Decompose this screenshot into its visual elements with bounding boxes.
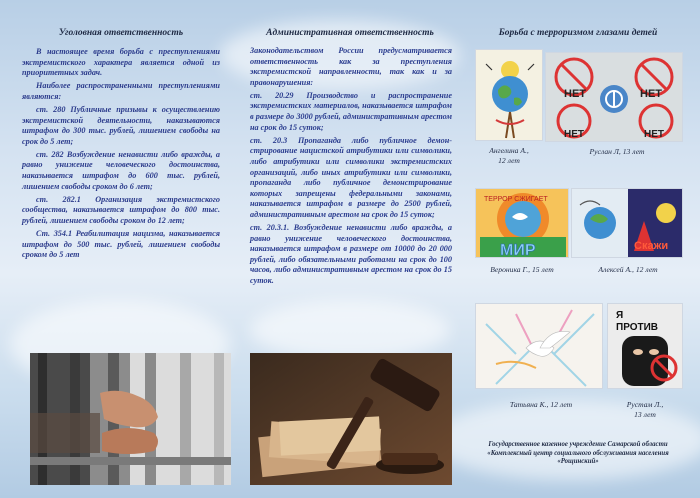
globe-drawing <box>476 50 543 141</box>
prison-bars-illustration <box>30 353 231 485</box>
children-title: Борьба с терроризмом глазами детей <box>498 28 658 38</box>
criminal-article: ст. 280 Публичные призывы к осуществлению экстремистской деятельности, наказываются штрафом до 300 тыс. рублей, лишением свободы на срок до 5 лет; <box>22 104 220 146</box>
drawing-angelina <box>475 49 543 141</box>
criminal-responsibility-column <box>22 0 220 498</box>
caption-veronika: Вероника Г., 15 лет <box>490 265 554 274</box>
drawing-rustam <box>607 303 683 389</box>
administrative-title: Административная ответственность <box>266 28 434 38</box>
caption-angelina: Ангелина А., 12 лет <box>489 146 529 165</box>
criminal-article: ст. 282.1 Организация экстремистского сообщества, наказывается штрафом до 800 тыс. рублей, лишением свободы сроком до 12 лет; <box>22 194 220 225</box>
criminal-article: Ст. 354.1 Реабилитация нацизма, наказывается штрафом до 500 тыс. рублей, лишением свободы сроком до 5 лет <box>22 229 220 260</box>
criminal-article: ст. 282 Возбуждение ненависти либо вражды, а равно унижение человеческого достоинства, наказывается штрафом до 600 тыс. рублей, лишением свободы сроком до 6 лет; <box>22 149 220 191</box>
administrative-text <box>250 46 452 289</box>
caption-tatiana: Татьяна К., 12 лет <box>509 400 573 409</box>
protiv-label: ПРОТИВ <box>616 322 659 333</box>
drawing-alexey <box>571 188 683 258</box>
organization-footer: Государственное казенное учреждение Самарской области «Комплексный центр социального обслуживания населения «Рощинский» <box>487 441 669 466</box>
drawing-ruslan <box>545 52 683 142</box>
administrative-responsibility-column <box>248 0 452 498</box>
children-drawings-column <box>467 0 689 498</box>
net-label: НЕТ <box>564 88 586 100</box>
administrative-paragraph: Законодательством России предусматривается ответственность как за преступления экстремистской направленности, так как и за правонарушения: <box>250 46 452 87</box>
mir-label: МИР <box>500 242 536 258</box>
caption-rustam: Рустам Л., 13 лет <box>626 400 664 419</box>
administrative-article: ст. 20.3.1. Возбуждение ненависти либо вражды, а равно унижение человеческого достоинства, наказывается штрафом в размере от 10000 до 20 000 рублей, либо обязательными работами на срок до 100 часов, либо административным арестом на срок до 15 суток. <box>250 223 452 285</box>
criminal-title: Уголовная ответственность <box>58 28 184 38</box>
gavel-illustration <box>250 353 452 485</box>
criminal-text <box>22 47 220 263</box>
drawing-tatiana <box>475 303 603 389</box>
administrative-article: ст. 20.3 Пропаганда либо публичное демонстрирование нацистской атрибутики или символики, либо атрибутики или символики экстремистских организаций, либо иных атрибутики или символики, пропаганда либо публичное демонстрирование которых запрещены федеральными законами, наказывается штрафом в размере до 2500 рублей, административным арестом на срок до 15 суток; <box>250 135 452 219</box>
peace-drawing <box>476 189 569 258</box>
terror-label: ТЕРРОР СЖИГАЕТ <box>484 196 548 203</box>
against-drawing <box>608 304 683 389</box>
caption-ruslan: Руслан Л, 13 лет <box>589 147 645 156</box>
ya-label: Я <box>616 310 624 321</box>
criminal-paragraph: В настоящее время борьба с преступлениями экстремистского характера является одной из приоритетных задач. <box>22 47 220 78</box>
dove-drawing <box>476 304 603 389</box>
gavel-money-photo <box>250 353 452 485</box>
drawing-veronika <box>475 188 569 258</box>
net-label: НЕТ <box>640 88 662 100</box>
skazhi-label: Скажи <box>634 240 669 252</box>
net-label: НЕТ <box>644 129 664 140</box>
administrative-article: ст. 20.29 Производство и распространение экстремистских материалов, наказывается штрафом в размере до 3000 рублей, административным арестом на срок до 15 суток; <box>250 90 452 132</box>
prison-bars-photo <box>30 353 231 485</box>
net-label: НЕТ <box>564 129 584 140</box>
say-no-drawing <box>572 189 683 258</box>
caption-alexey: Алексей А., 12 лет <box>598 265 658 274</box>
criminal-paragraph: Наиболее распространенными преступлениями являются: <box>22 81 220 101</box>
no-terror-drawing <box>546 53 683 142</box>
